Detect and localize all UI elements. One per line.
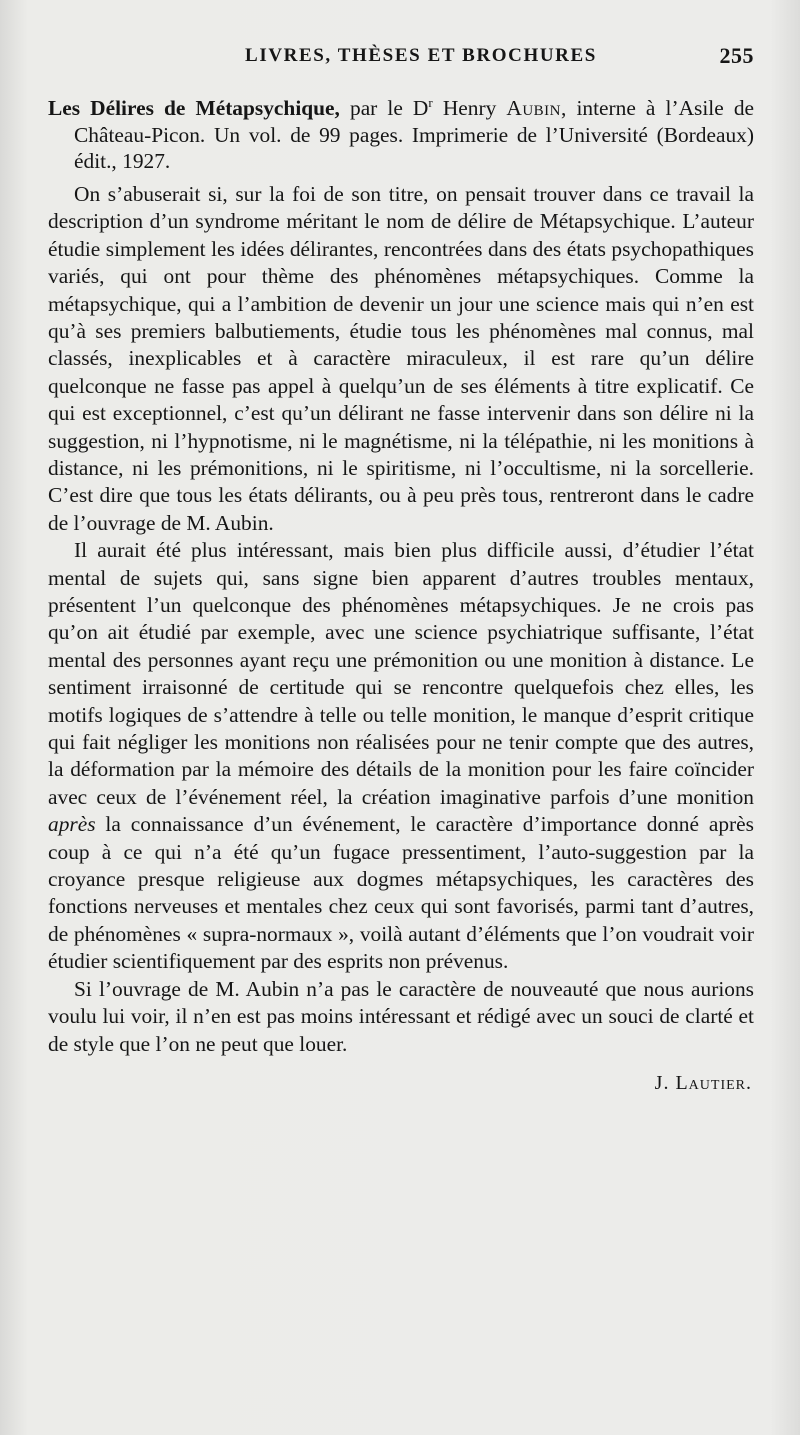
paragraph-2-text-b: la connaissance d’un événement, le caractère d’importance donné après coup à ce qui n’a été qu’un fugace pressentiment, l’auto-suggestion par la croyance presque religieuse aux dogmes métapsychiques, les caractères des fonctions nerveuses et mentales chez ceux qui sont favorisés, parmi tant d’autres, de phénomènes « supra-normaux », voilà autant d’éléments que l’on voudrait voir étudier scientifiquement par des esprits non prévenus.: [48, 812, 754, 974]
paragraph-2-text-a: Il aurait été plus intéressant, mais bien plus difficile aussi, d’étudier l’état mental de sujets qui, sans signe bien apparent d’autres troubles mentaux, présentent l’un quelconque des phénomènes métapsychiques. Je ne crois pas qu’on ait étudié par exemple, avec une science psychiatrique suffisante, l’état mental des personnes ayant reçu une prémonition ou une monition à distance. Le sentiment irraisonné de certitude qui se rencontre quelquefois chez elles, les motifs logiques de s’attendre à telle ou telle monition, le manque d’esprit critique qui fait négliger les monitions non réalisées pour ne tenir compte que des autres, la déformation par la mémoire des détails de la monition pour les faire coïncider avec ceux de l’événement réel, la création imaginative parfois d’une monition: [48, 538, 754, 809]
review-paragraph-3: Si l’ouvrage de M. Aubin n’a pas le caractère de nouveauté que nous aurions voulu lui voir, il n’en est pas moins intéressant et rédigé avec un souci de clarté et de style que l’on ne peut que louer.: [48, 976, 754, 1056]
signature-surname: Lautier.: [675, 1071, 752, 1094]
running-header: [48, 36, 754, 76]
review-paragraph-2: [48, 537, 754, 976]
author-last-name: Aubin: [506, 96, 561, 121]
paragraph-2-emphasis: après: [48, 812, 96, 837]
entry-by: par le D: [339, 96, 429, 121]
entry-by-superscript: r: [428, 95, 433, 110]
page-number: 255: [719, 43, 754, 68]
reviewer-signature: [48, 1072, 754, 1095]
author-first-name: Henry: [432, 96, 507, 121]
review-paragraph-1: On s’abuserait si, sur la foi de son titre, on pensait trouver dans ce travail la description d’un syndrome méritant le nom de délire de Métapsychique. L’auteur étudie simplement les idées délirantes, rencontrées dans des états psychopathiques variés, qui ont pour thème des phénomènes métapsychiques. Comme la métapsychique, qui a l’ambition de devenir un jour une science mais qui n’en est qu’à ses premiers balbutiements, étudie tous les phénomènes mal connus, mal classés, inexplicables et à caractère miraculeux, il est rare qu’un délire quelconque ne fasse pas appel à quelqu’un de ses éléments à titre explicatif. Ce qui est exceptionnel, c’est qu’un délirant ne fasse intervenir dans son délire ni la suggestion, ni l’hypnotisme, ni le magnétisme, ni la télépathie, ni les monitions à distance, ni les prémonitions, ni le spiritisme, ni l’occultisme, ni la sorcellerie. C’est dire que tous les états délirants, ou à peu près tous, rentreront dans le cadre de l’ouvrage de M. Aubin.: [48, 181, 754, 535]
running-title: LIVRES, THÈSES ET BROCHURES: [245, 45, 597, 66]
signature-initial: J.: [654, 1071, 676, 1094]
entry-details: , interne à l’Asile de Château-Picon. Un vol. de 99 pages. Imprimerie de l’Université (Bordeaux) édit., 1927.: [74, 96, 755, 174]
bibliographic-entry: [48, 90, 754, 175]
book-title: Les Délires de Métapsychique,: [48, 96, 340, 121]
